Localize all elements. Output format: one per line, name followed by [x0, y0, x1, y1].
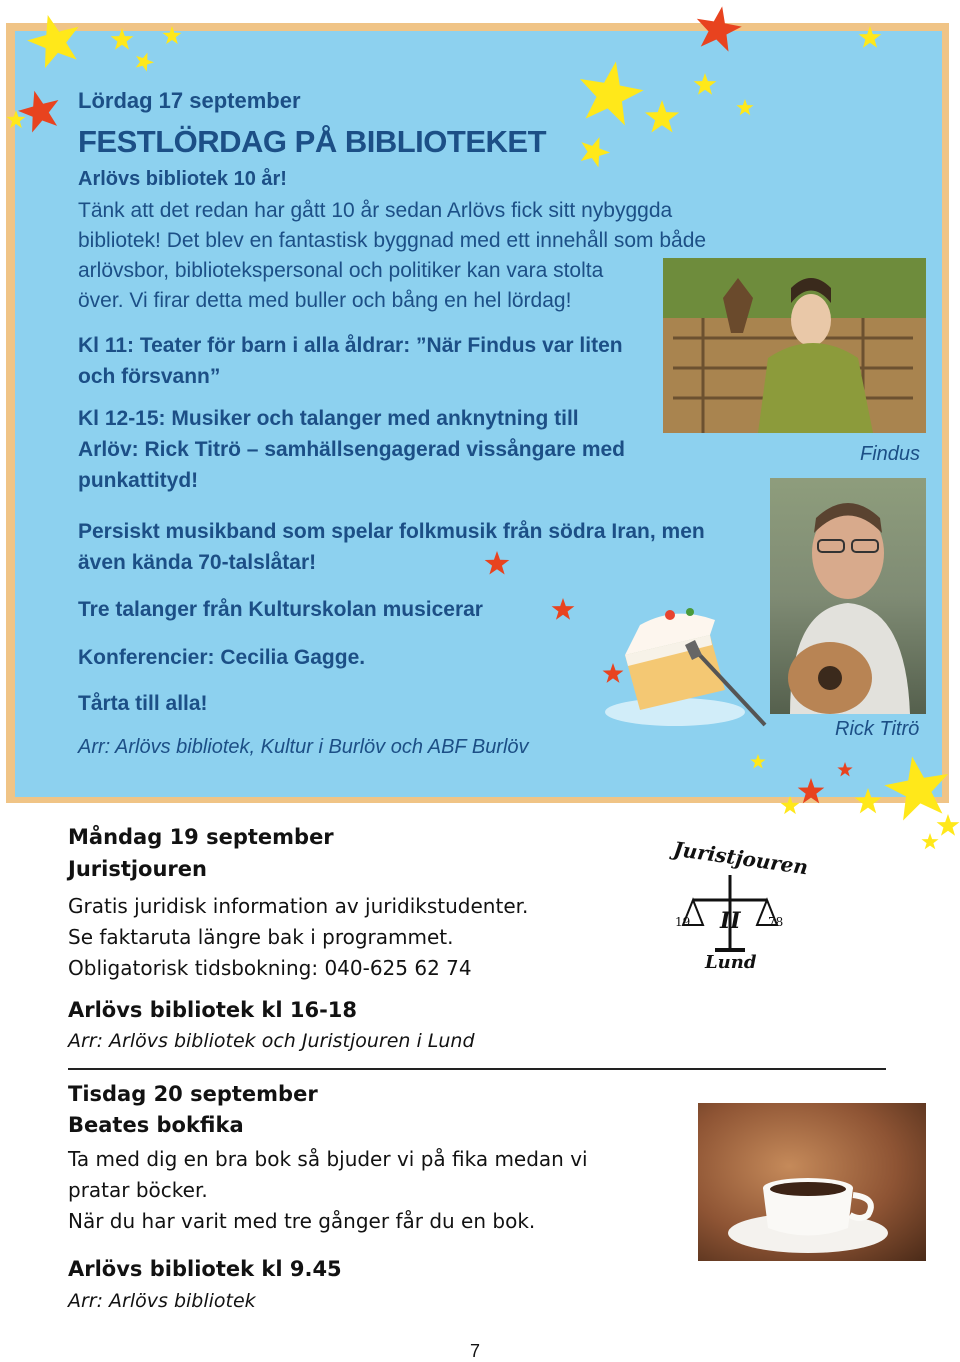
tuesday-description	[68, 1144, 588, 1237]
coffee-photo	[698, 1103, 926, 1261]
program-line: Arlöv: Rick Titrö – samhällsengagerad vissångare med	[78, 438, 625, 461]
star-icon	[750, 754, 765, 768]
program-line: även kända 70-talslåtar!	[78, 551, 317, 574]
program-line: och försvann”	[78, 365, 221, 388]
star-icon	[921, 833, 938, 849]
program-item-cake	[78, 688, 208, 719]
star-icon	[736, 99, 753, 115]
program-line: Konferencier: Cecilia Gagge.	[78, 646, 366, 669]
star-icon	[552, 598, 575, 620]
star-icon	[132, 49, 156, 73]
tuesday-location: Arlövs bibliotek kl 9.45	[68, 1257, 342, 1281]
star-icon	[694, 73, 717, 95]
star-icon	[937, 814, 960, 836]
star-icon	[22, 8, 87, 71]
star-icon	[859, 26, 882, 48]
tuesday-line: pratar böcker.	[68, 1178, 208, 1202]
program-item-music	[78, 403, 625, 496]
star-icon	[575, 132, 613, 170]
program-item-theater	[78, 330, 623, 392]
star-icon	[162, 26, 181, 44]
findus-caption: Findus	[860, 443, 921, 465]
logo-right-year: 78	[768, 915, 784, 929]
program-line: Tre talanger från Kulturskolan musicerar	[78, 598, 483, 621]
logo-top-text: Juristjouren	[671, 836, 810, 880]
monday-title: Juristjouren	[68, 857, 207, 881]
program-line: punkattityd!	[78, 469, 199, 492]
festival-date: Lördag 17 september	[78, 88, 301, 113]
monday-location: Arlövs bibliotek kl 16-18	[68, 998, 358, 1022]
star-icon	[837, 762, 852, 776]
star-icon	[645, 100, 679, 133]
rick-titro-caption: Rick Titrö	[835, 718, 920, 740]
findus-photo	[663, 258, 926, 433]
logo-center-text: II	[720, 908, 741, 934]
festival-organizers: Arr: Arlövs bibliotek, Kultur i Burlöv och ABF Burlöv	[78, 736, 529, 758]
monday-line: Obligatorisk tidsbokning: 040-625 62 74	[68, 956, 472, 980]
program-line: Persiskt musikband som spelar folkmusik från södra Iran, men	[78, 520, 705, 543]
program-item-kulturskolan	[78, 594, 483, 625]
monday-date: Måndag 19 september	[68, 825, 334, 849]
tuesday-organizers: Arr: Arlövs bibliotek	[68, 1290, 256, 1312]
program-item-persian-band	[78, 516, 705, 578]
tuesday-date: Tisdag 20 september	[68, 1082, 318, 1106]
star-icon	[780, 796, 799, 814]
program-item-host	[78, 642, 365, 673]
star-icon	[14, 85, 65, 134]
monday-line: Gratis juridisk information av juridikstudenter.	[68, 894, 529, 918]
star-icon	[798, 778, 825, 803]
intro-line: Tänk att det redan har gått 10 år sedan Arlövs fick sitt nybyggda	[78, 199, 673, 222]
rick-titro-photo	[770, 478, 926, 714]
star-icon	[111, 28, 134, 50]
star-icon	[855, 788, 882, 813]
monday-description	[68, 891, 528, 984]
intro-line: över. Vi firar detta med buller och bång en hel lördag!	[78, 289, 572, 312]
page-number: 7	[470, 1341, 481, 1361]
festival-title: FESTLÖRDAG PÅ BIBLIOTEKET	[78, 124, 546, 159]
logo-bottom-text: Lund	[705, 952, 757, 973]
program-line: Kl 12-15: Musiker och talanger med anknytning till	[78, 407, 579, 430]
tuesday-line: När du har varit med tre gånger får du en bok.	[68, 1209, 536, 1233]
section-divider	[68, 1068, 886, 1070]
festival-subtitle: Arlövs bibliotek 10 år!	[78, 168, 287, 190]
findus-illustration	[663, 258, 926, 433]
intro-line: bibliotek! Det blev en fantastisk byggnad med ett innehåll som både	[78, 229, 707, 252]
logo-left-year: 19	[675, 915, 691, 929]
star-icon	[880, 751, 954, 823]
cake-image	[600, 600, 780, 740]
tuesday-line: Ta med dig en bra bok så bjuder vi på fika medan vi	[68, 1147, 588, 1171]
intro-line: arlövsbor, bibliotekspersonal och politiker kan vara stolta	[78, 259, 604, 282]
monday-line: Se faktaruta längre bak i programmet.	[68, 925, 454, 949]
star-icon	[692, 2, 744, 53]
coffee-cup-icon	[698, 1103, 926, 1261]
musician-illustration	[770, 478, 926, 714]
monday-organizers: Arr: Arlövs bibliotek och Juristjouren i Lund	[68, 1030, 475, 1052]
juristjouren-logo	[665, 836, 810, 980]
star-icon	[573, 56, 647, 128]
program-line: Kl 11: Teater för barn i alla åldrar: ”När Findus var liten	[78, 334, 623, 357]
program-line: Tårta till alla!	[78, 692, 208, 715]
tuesday-title: Beates bokfika	[68, 1113, 244, 1137]
